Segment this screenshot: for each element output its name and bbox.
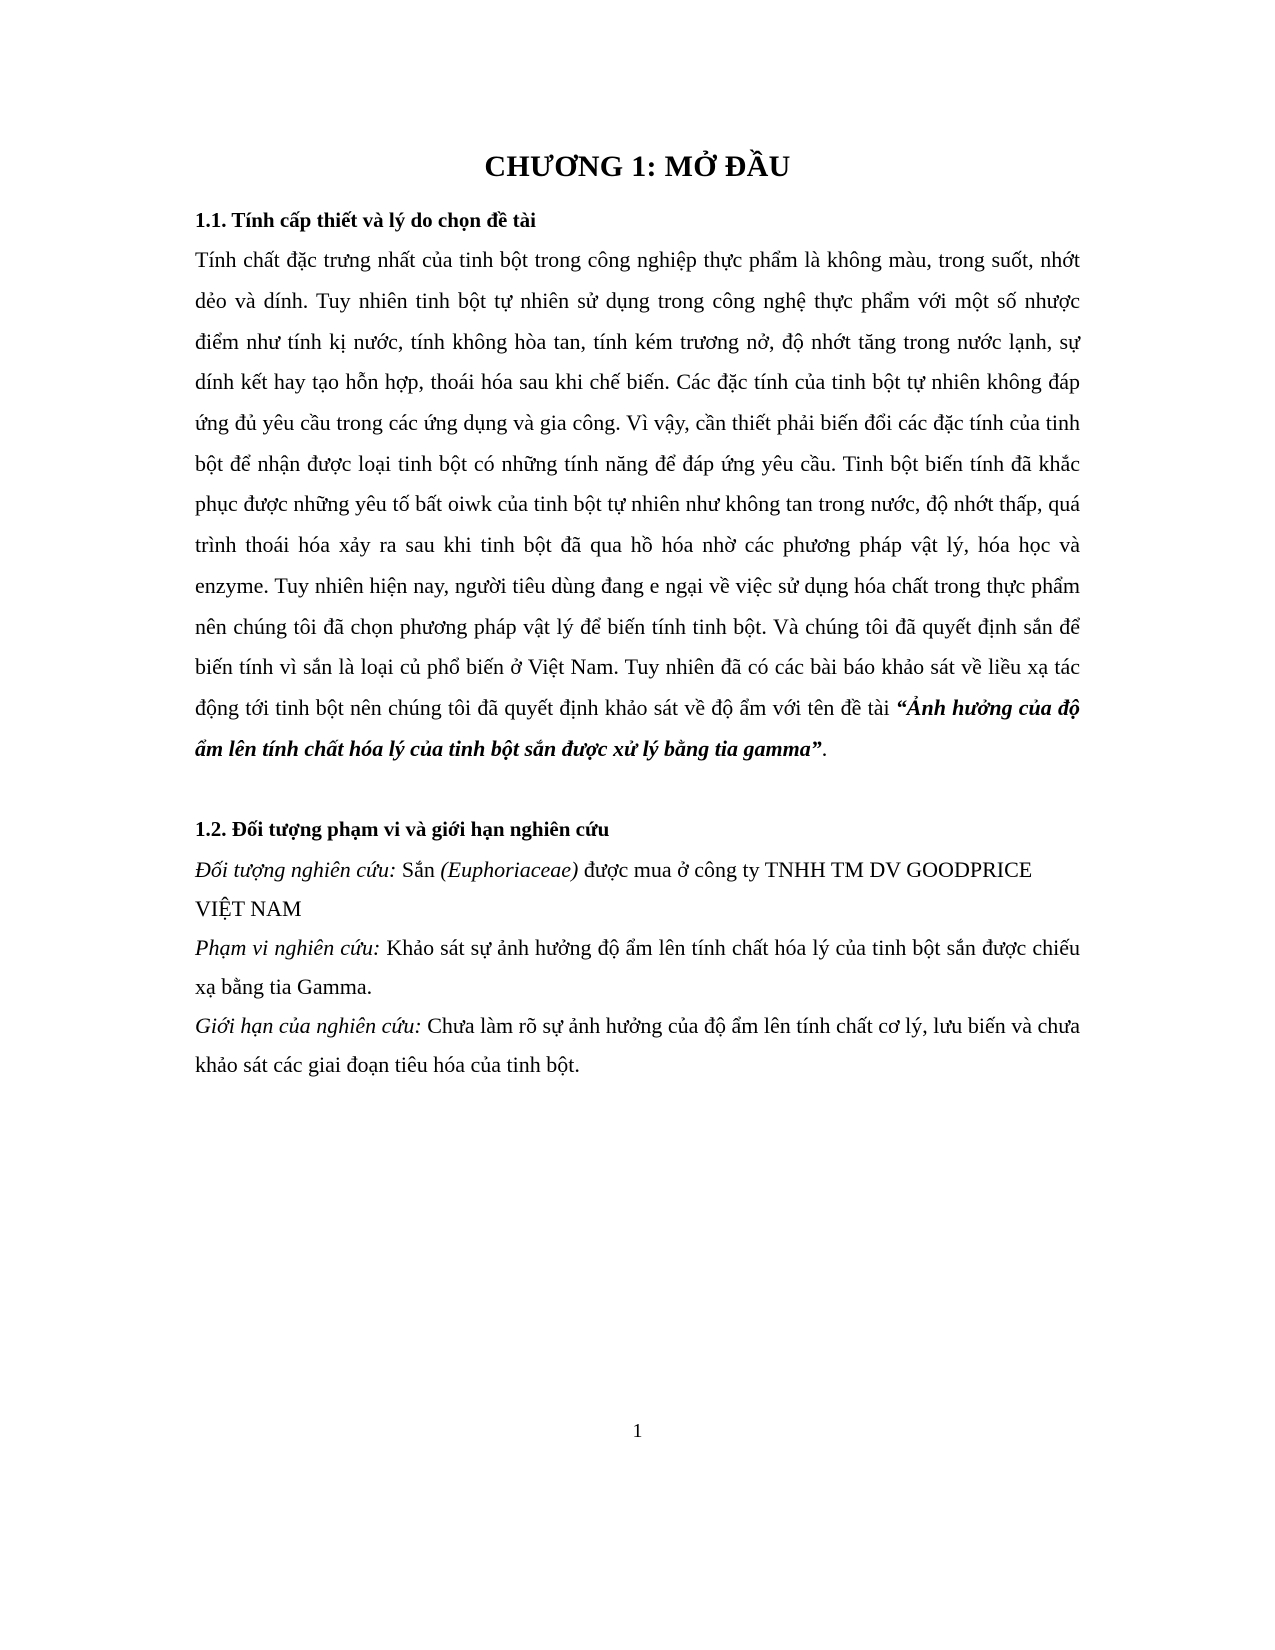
research-object-text-before: Sắn — [396, 856, 441, 882]
research-object-latin-name: (Euphoriaceae) — [440, 856, 579, 882]
research-object-line — [195, 850, 1080, 928]
research-scope-text: Khảo sát sự ảnh hưởng độ ẩm lên tính chất hóa lý của tinh bột sắn được chiếu xạ bằng tia Gamma. — [195, 934, 1080, 1000]
thesis-title-quoted: “Ảnh hưởng của độ ẩm lên tính chất hóa lý của tinh bột sắn được xử lý bằng tia gamma” — [195, 694, 1080, 761]
section-heading-1-1: 1.1. Tính cấp thiết và lý do chọn đề tài — [195, 208, 536, 232]
page-number: 1 — [632, 1420, 643, 1442]
research-limit-line — [195, 1006, 1080, 1084]
section-heading-1-2: 1.2. Đối tượng phạm vi và giới hạn nghiên cứu — [195, 817, 610, 842]
chapter-title: CHƯƠNG 1: MỞ ĐẦU — [484, 150, 791, 183]
paragraph-1-1-tail: . — [821, 735, 828, 761]
research-scope-line — [195, 928, 1080, 1006]
research-scope-label: Phạm vi nghiên cứu: — [195, 934, 381, 960]
paragraph-1-1-text: Tính chất đặc trưng nhất của tinh bột trong công nghiệp thực phẩm là không màu, trong suốt, nhớt dẻo và dính. Tuy nhiên tinh bột tự nhiên sử dụng trong công nghệ thực phẩm với một số nhược điểm như tính kị nước, tính không hòa tan, tính kém trương nở, độ nhớt tăng trong nước lạnh, sự dính kết hay tạo hỗn hợp, thoái hóa sau khi chế biến. Các đặc tính của tinh bột tự nhiên không đáp ứng đủ yêu cầu trong các ứng dụng và gia công. Vì vậy, cần thiết phải biến đổi các đặc tính của tinh bột để nhận được loại tinh bột có những tính năng để đáp ứng yêu cầu. Tinh bột biến tính đã khắc phục được những yêu tố bất oiwk của tinh bột tự nhiên như không tan trong nước, độ nhớt thấp, quá trình thoái hóa xảy ra sau khi tinh bột đã qua hồ hóa nhờ các phương pháp vật lý, hóa học và enzyme. Tuy nhiên hiện nay, người tiêu dùng đang e ngại về việc sử dụng hóa chất trong thực phẩm nên chúng tôi đã chọn phương pháp vật lý để biến tính tinh bột. Và chúng tôi đã quyết định sắn để biến tính vì sắn là loại củ phổ biến ở Việt Nam. Tuy nhiên đã có các bài báo khảo sát về liều xạ tác động tới tinh bột nên chúng tôi đã quyết định khảo sát về độ ẩm với tên đề tài — [195, 247, 1080, 720]
page-content — [195, 150, 1080, 1085]
section-spacer — [195, 769, 1080, 815]
research-object-label: Đối tượng nghiên cứu: — [195, 856, 397, 882]
paragraph-1-1 — [195, 240, 1080, 769]
research-limit-text: Chưa làm rõ sự ảnh hưởng của độ ẩm lên tính chất cơ lý, lưu biến và chưa khảo sát các giai đoạn tiêu hóa của tinh bột. — [195, 1013, 1080, 1078]
research-object-text-after: được mua ở công ty TNHH TM DV GOODPRICE VIỆT NAM — [195, 856, 1033, 921]
research-limit-label: Giới hạn của nghiên cứu: — [195, 1013, 422, 1039]
